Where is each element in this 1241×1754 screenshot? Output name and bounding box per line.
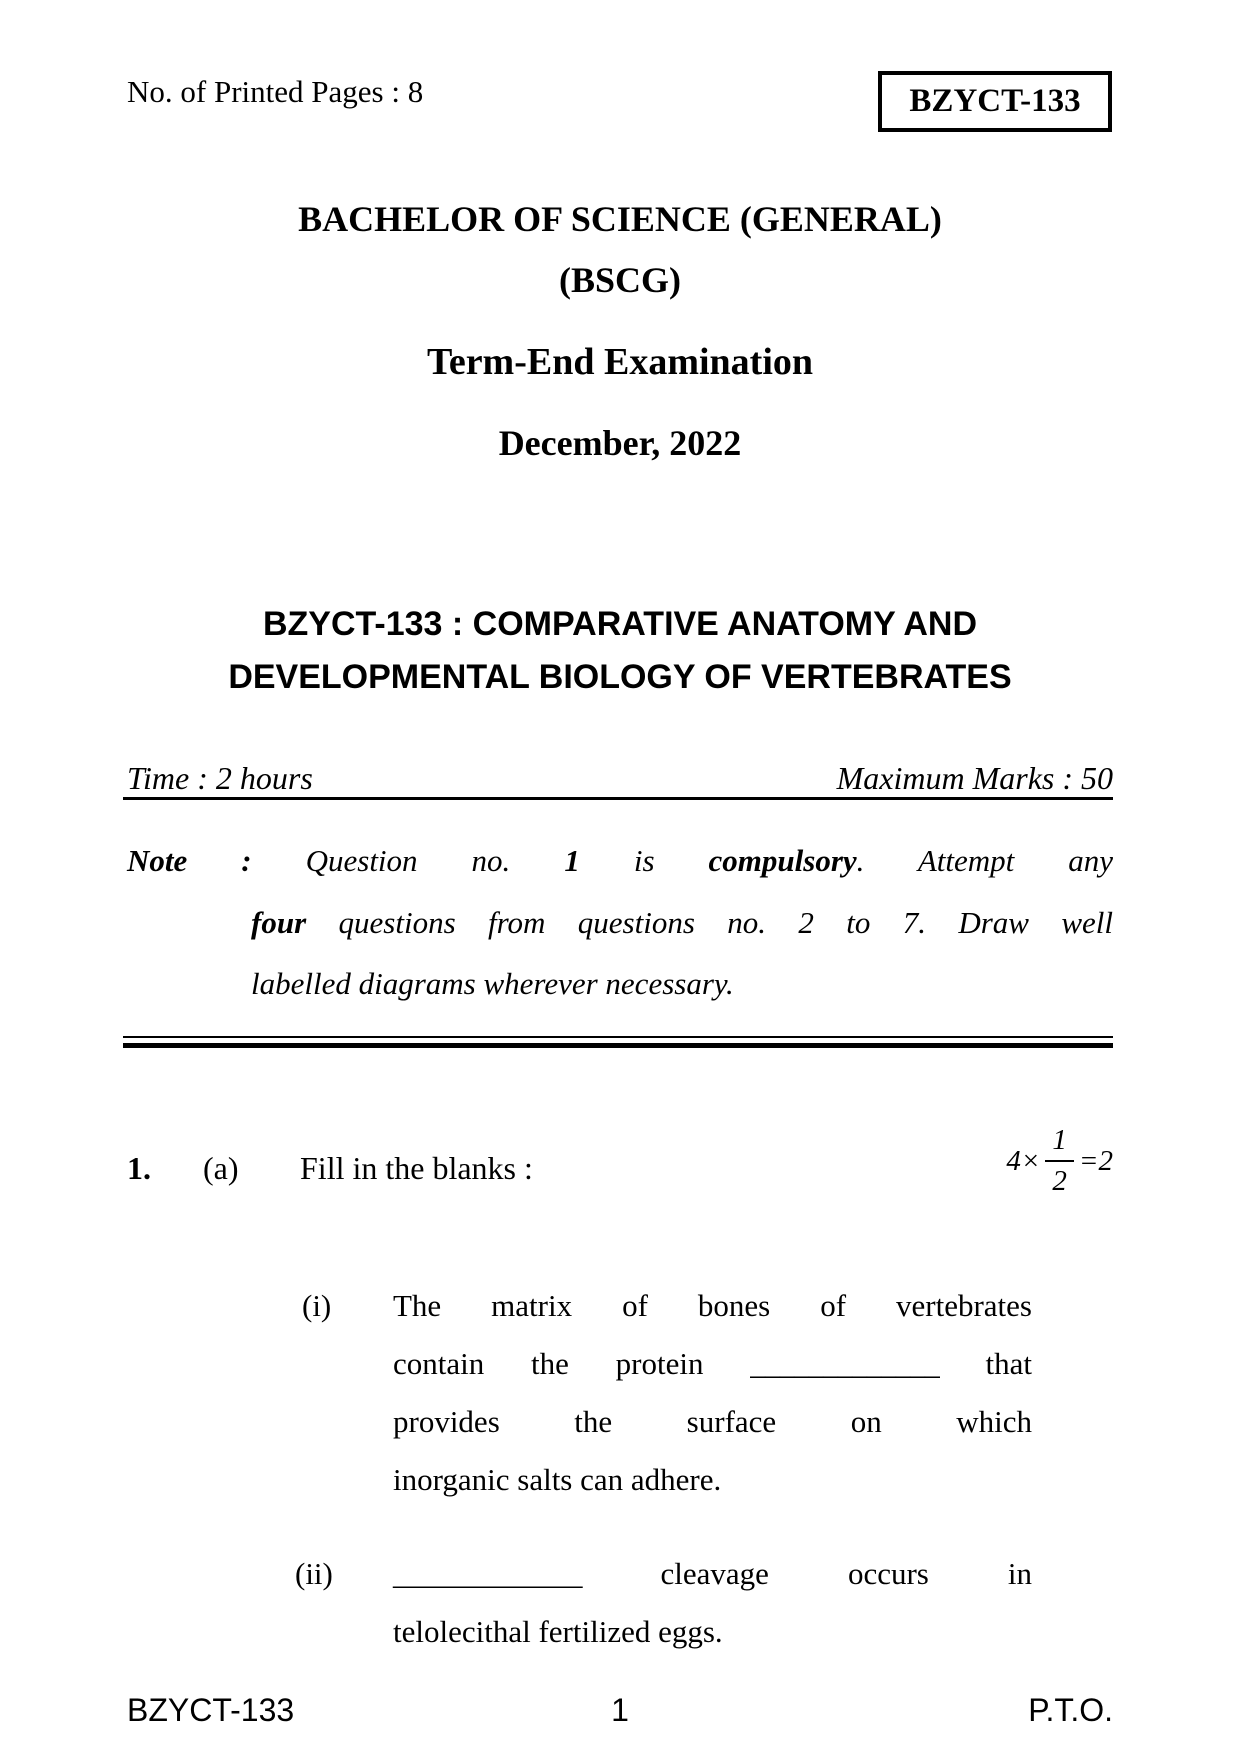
marks-suffix: =2 xyxy=(1078,1144,1113,1177)
exam-session: December, 2022 xyxy=(498,423,742,463)
note-line-3: labelled diagrams wherever necessary. xyxy=(251,966,734,1001)
fill-blank: _____________ xyxy=(393,1556,582,1591)
item-ii-marker: (ii) xyxy=(295,1556,333,1591)
exam-title: Term-End Examination xyxy=(426,341,814,383)
degree-title-line-2: (BSCG) xyxy=(558,260,681,300)
double-horizontal-rule xyxy=(123,1036,1113,1048)
item-i-line-1: The matrix of bones of vertebrates xyxy=(393,1288,1032,1323)
item-i-line-4: inorganic salts can adhere. xyxy=(393,1462,722,1497)
footer-course-code: BZYCT-133 xyxy=(127,1692,295,1728)
footer-page-number: 1 xyxy=(611,1692,629,1728)
time-marks-row xyxy=(127,760,1113,797)
course-title xyxy=(127,598,1113,704)
question-1a-prompt: Fill in the blanks : xyxy=(300,1150,533,1186)
course-code: BZYCT-133 xyxy=(909,83,1081,119)
degree-title xyxy=(127,189,1113,311)
fill-blank: _____________ xyxy=(750,1346,939,1381)
course-code-box xyxy=(878,71,1112,132)
marks-fraction-numerator: 1 xyxy=(1045,1124,1074,1162)
printed-pages-label: No. of Printed Pages : 8 xyxy=(127,74,424,109)
item-ii-line-1: _____________ cleavage occurs in xyxy=(393,1556,1033,1591)
item-ii-text xyxy=(393,1545,1032,1661)
note-line-1: Note : Question no. 1 is compulsory. Attempt any xyxy=(127,843,1114,878)
marks-fraction-denominator: 2 xyxy=(1052,1165,1067,1197)
item-i-line-2: contain the protein _____________ that xyxy=(393,1346,1032,1381)
course-title-line-1: BZYCT-133 : COMPARATIVE ANATOMY AND xyxy=(262,605,978,643)
marks-equation xyxy=(1006,1105,1113,1217)
maximum-marks: Maximum Marks : 50 xyxy=(836,760,1113,796)
note-label: Note : xyxy=(127,843,252,878)
time-allowed: Time : 2 hours xyxy=(127,760,313,796)
question-1-number: 1. xyxy=(127,1150,151,1186)
marks-fraction xyxy=(1045,1124,1074,1199)
item-i-line-3: provides the surface on which xyxy=(393,1404,1032,1439)
course-title-line-2: DEVELOPMENTAL BIOLOGY OF VERTEBRATES xyxy=(228,658,1012,696)
footer-pto: P.T.O. xyxy=(1028,1692,1113,1728)
degree-title-line-1: BACHELOR OF SCIENCE (GENERAL) xyxy=(298,199,942,239)
item-i-text xyxy=(393,1277,1032,1509)
horizontal-rule xyxy=(123,797,1113,800)
item-ii-line-2: telolecithal fertilized eggs. xyxy=(393,1614,723,1649)
note-line-2: four questions from questions no. 2 to 7. Draw well xyxy=(251,905,1114,940)
question-1a-label: (a) xyxy=(203,1150,239,1186)
item-i-marker: (i) xyxy=(302,1288,332,1323)
marks-prefix: 4× xyxy=(1006,1144,1041,1177)
